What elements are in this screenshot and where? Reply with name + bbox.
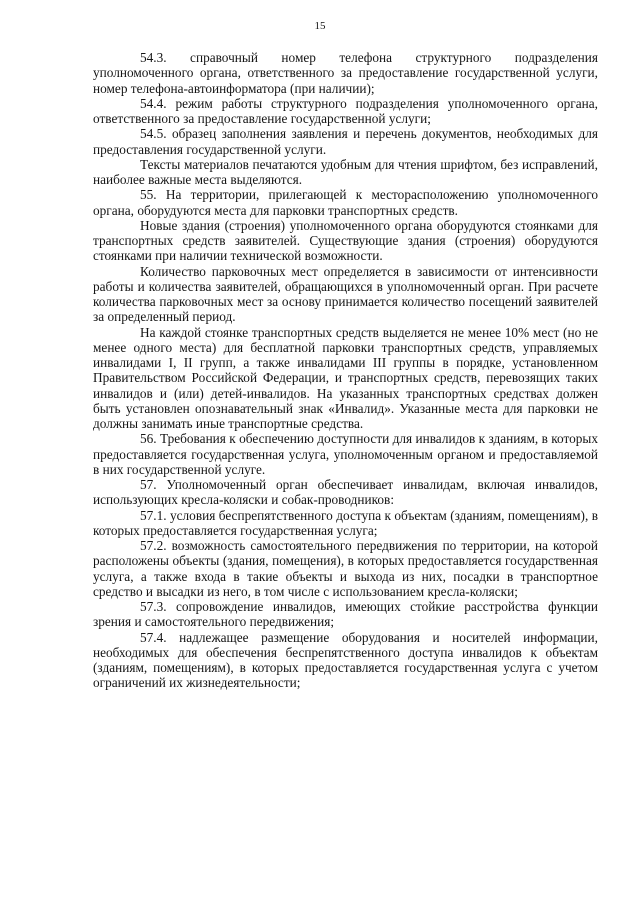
- paragraph-54-4: 54.4. режим работы структурного подразделения уполномоченного органа, ответственного за предоставление государственной услуги;: [93, 95, 598, 126]
- paragraph-56: 56. Требования к обеспечению доступности для инвалидов к зданиям, в которых предоставляется государственная услуга, уполномоченным органом и предоставляемой в них государственной услуге.: [93, 431, 598, 477]
- paragraph-text-materials: Тексты материалов печатаются удобным для чтения шрифтом, без исправлений, наиболее важные места выделяются.: [93, 156, 598, 187]
- paragraph-57: 57. Уполномоченный орган обеспечивает инвалидам, включая инвалидов, использующих кресла-коляски и собак-проводников:: [93, 477, 598, 508]
- page-number: 15: [314, 20, 326, 32]
- document-body: [93, 50, 598, 691]
- paragraph-57-4: 57.4. надлежащее размещение оборудования и носителей информации, необходимых для обеспечения беспрепятственного доступа инвалидов к объектам (зданиям, помещениям), в которых предоставляется государственная услуга с учетом ограничений их жизнедеятельности;: [93, 629, 598, 691]
- paragraph-57-2: 57.2. возможность самостоятельного передвижения по территории, на которой расположены объекты (здания, помещения), в которых предоставляется государственная услуга, а также входа в такие объекты и выхода из них, посадки в транспортное средство и высадки из него, в том числе с использованием кресла-коляски;: [93, 538, 598, 599]
- paragraph-55: 55. На территории, прилегающей к месторасположению уполномоченного органа, оборудуются места для парковки транспортных средств.: [93, 187, 598, 218]
- paragraph-57-1: 57.1. условия беспрепятственного доступа к объектам (зданиям, помещениям), в которых предоставляется государственная услуга;: [93, 507, 598, 538]
- paragraph-57-3: 57.3. сопровождение инвалидов, имеющих стойкие расстройства функции зрения и самостоятельного передвижения;: [93, 599, 598, 630]
- paragraph-new-buildings: Новые здания (строения) уполномоченного органа оборудуются стоянками для транспортных средств заявителей. Существующие здания (строения) оборудуются стоянками при наличии технической возможности.: [93, 217, 598, 264]
- paragraph-parking-count: Количество парковочных мест определяется в зависимости от интенсивности работы и количества заявителей, обращающихся в уполномоченный орган. При расчете количества парковочных мест за основу принимается количество посещений заявителей за определенный период.: [93, 263, 598, 325]
- paragraph-54-5: 54.5. образец заполнения заявления и перечень документов, необходимых для предоставления государственной услуги.: [93, 126, 598, 157]
- paragraph-54-3: 54.3. справочный номер телефона структурного подразделения уполномоченного органа, ответственного за предоставление государственной услуги, номер телефона-автоинформатора (при наличии);: [93, 50, 598, 96]
- paragraph-disabled-parking: На каждой стоянке транспортных средств выделяется не менее 10% мест (но не менее одного места) для бесплатной парковки транспортных средств, управляемых инвалидами I, II групп, а также инвалидами III группы в порядке, установленном Правительством Российской Федерации, и транспортных средств, перевозящих таких инвалидов и (или) детей-инвалидов. На указанных транспортных средствах должен быть установлен опознавательный знак «Инвалид». Указанные места для парковки не должны занимать иные транспортные средства.: [93, 324, 598, 431]
